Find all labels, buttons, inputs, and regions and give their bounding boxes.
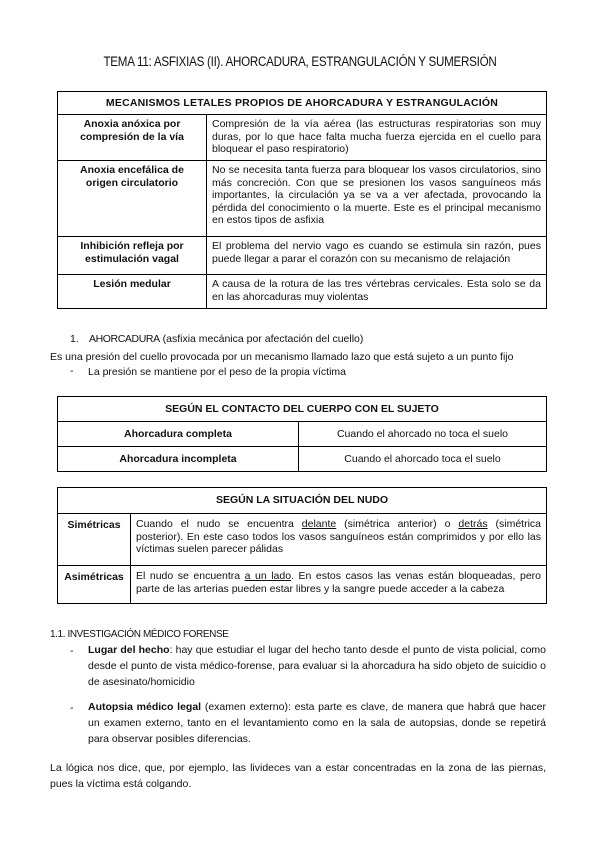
table-row [58, 422, 547, 447]
table-header: SEGÚN EL CONTACTO DEL CUERPO CON EL SUJETO [58, 397, 547, 422]
row-value: Cuando el ahorcado toca el suelo [299, 447, 547, 472]
row-value: El nudo se encuentra a un lado. En estos casos las venas están bloqueadas, pero parte de las arterias pueden estar libres y la sangre puede acceder a la cabeza [131, 566, 547, 604]
table-row [58, 275, 547, 309]
closing-paragraph: La lógica nos dice, que, por ejemplo, las livideces van a estar concentradas en la zona de las piernas, pues la víctima está colgando. [50, 762, 546, 790]
underlined-term: a un lado [244, 570, 292, 582]
list-item-term: Lugar del hecho [88, 644, 170, 656]
page-title: TEMA 11: ASFIXIAS (II). AHORCADURA, ESTRANGULACIÓN Y SUMERSIÓN [103, 54, 497, 69]
underlined-term: detrás [458, 518, 488, 530]
row-key: Anoxia encefálica de origen circulatorio [58, 161, 207, 237]
row-key: Inhibición refleja por estimulación vagal [58, 237, 207, 275]
row-key: Anoxia anóxica por compresión de la vía [58, 115, 207, 161]
table-row [58, 514, 547, 566]
knot-position-table [57, 487, 547, 604]
row-value: El problema del nervio vago es cuando se estimula sin razón, pues puede llegar a parar el corazón con su mecanismo de relajación [207, 237, 547, 275]
row-value: No se necesita tanta fuerza para bloquear los vasos circulatorios, sino más concreción. Con que se presionen los vasos sanguíneos más importantes, la circulación ya se va a ver afectada, provocando la pérdida del conocimiento o la muerte. Este es el principal mecanismo en estos tipos de asfixia [207, 161, 547, 237]
row-value: Cuando el ahorcado no toca el suelo [299, 422, 547, 447]
section-paragraph: Es una presión del cuello provocada por un mecanismo llamado lazo que está sujeto a un punto fijo [50, 351, 514, 363]
dash-marker: - [70, 702, 74, 714]
lethal-mechanisms-table [57, 91, 547, 309]
section-heading [70, 333, 363, 345]
table-row [58, 161, 547, 237]
table-header-row [58, 92, 547, 115]
table-row [58, 566, 547, 604]
table-row [58, 447, 547, 472]
row-key: Ahorcadura completa [58, 422, 299, 447]
row-key: Ahorcadura incompleta [58, 447, 299, 472]
table-header-row [58, 397, 547, 422]
list-item: La presión se mantiene por el peso de la propia víctima [88, 366, 346, 378]
table-row [58, 237, 547, 275]
table-row [58, 115, 547, 161]
list-item-term: Autopsia médico legal [88, 701, 202, 713]
table-header-row [58, 488, 547, 514]
dash-marker: - [70, 365, 74, 377]
section-note: (asfixia mecánica por afectación del cuello) [162, 333, 364, 345]
table-header: MECANISMOS LETALES PROPIOS DE AHORCADURA Y ESTRANGULACIÓN [58, 92, 547, 115]
row-key: Lesión medular [58, 275, 207, 309]
row-value: Compresión de la vía aérea (las estructuras respiratorias son muy duras, por lo que hace falta mucha fuerza ejercida en el cuello para bloquear el paso respiratorio) [207, 115, 547, 161]
row-value: A causa de la rotura de las tres vértebras cervicales. Esta solo se da en las ahorcaduras muy violentas [207, 275, 547, 309]
section-title: AHORCADURA [89, 333, 160, 345]
list-item: Autopsia médico legal (examen externo): esta parte es clave, de manera que habrá que hacer un examen externo, tanto en el levantamiento como en la sala de autopsias, donde se repetirá para observar posibles diferencias. [88, 701, 546, 745]
row-key: Asimétricas [58, 566, 131, 604]
body-contact-table [57, 396, 547, 472]
underlined-term: delante [301, 518, 337, 530]
subsection-heading: 1.1. INVESTIGACIÓN MÉDICO FORENSE [50, 629, 229, 640]
list-item: Lugar del hecho: hay que estudiar el lugar del hecho tanto desde el punto de vista policial, como desde el punto de vista médico-forense, para evaluar si la ahorcadura ha sido objeto de suicidio o de asesinato/homicidio [88, 644, 547, 688]
section-number: 1. [70, 333, 79, 345]
row-key: Simétricas [58, 514, 131, 566]
table-header: SEGÚN LA SITUACIÓN DEL NUDO [58, 488, 547, 514]
dash-marker: - [70, 645, 74, 657]
row-value: Cuando el nudo se encuentra delante (simétrica anterior) o detrás (simétrica posterior). En este caso todos los vasos sanguíneos están comprimidos y por ello las víctimas suelen parecer pálidas [131, 514, 547, 566]
